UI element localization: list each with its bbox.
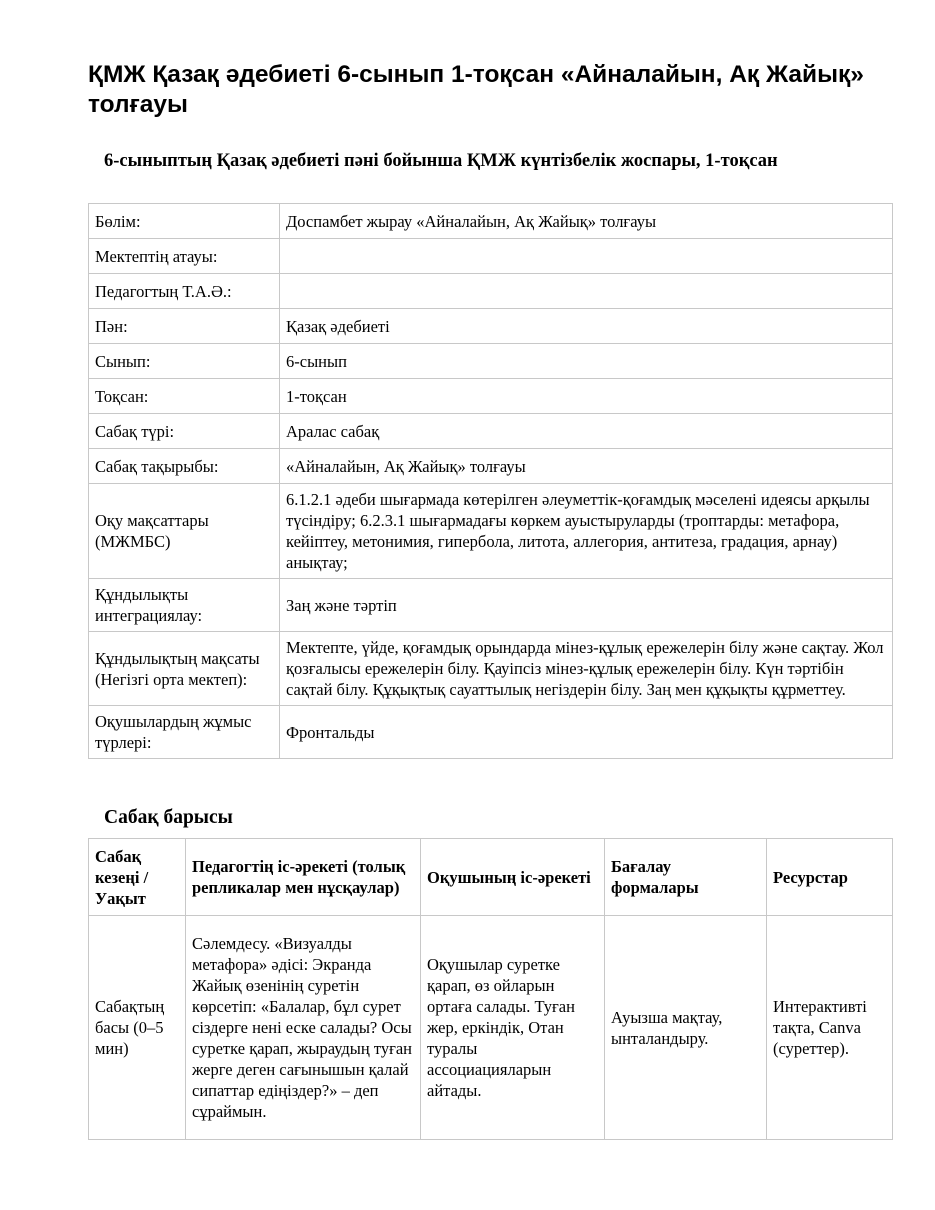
table-row: [89, 309, 893, 344]
plan-subtitle: 6-сыныптың Қазақ әдебиеті пәні бойынша ҚМЖ күнтізбелік жоспары, 1-тоқсан: [104, 151, 778, 171]
column-header-assessment: Бағалау формалары: [605, 839, 767, 916]
column-header-resources: Ресурстар: [767, 839, 893, 916]
info-label: Құндылықтың мақсаты (Негізгі орта мектеп):: [89, 632, 280, 706]
lesson-flow-table: [88, 838, 893, 1140]
table-row: [89, 579, 893, 632]
table-row: [89, 632, 893, 706]
column-header-stage: Сабақ кезеңі / Уақыт: [89, 839, 186, 916]
info-label: Сабақ тақырыбы:: [89, 449, 280, 484]
table-row: [89, 274, 893, 309]
cell-assessment: Ауызша мақтау, ынталандыру.: [605, 916, 767, 1140]
info-label: Сабақ түрі:: [89, 414, 280, 449]
info-value: [280, 274, 893, 309]
column-header-student: Оқушының іс-әрекеті: [421, 839, 605, 916]
info-label: Бөлім:: [89, 204, 280, 239]
info-label: Мектептің атауы:: [89, 239, 280, 274]
info-value: Доспамбет жырау «Айналайын, Ақ Жайық» толғауы: [280, 204, 893, 239]
table-row: [89, 414, 893, 449]
info-value: 6-сынып: [280, 344, 893, 379]
info-label: Сынып:: [89, 344, 280, 379]
info-label: Пән:: [89, 309, 280, 344]
table-row: [89, 239, 893, 274]
info-label: Оқу мақсаттары (МЖМБС): [89, 484, 280, 579]
info-value: Заң және тәртіп: [280, 579, 893, 632]
page-title: ҚМЖ Қазақ әдебиеті 6-сынып 1-тоқсан «Айналайын, Ақ Жайық» толғауы: [88, 61, 864, 118]
column-header-teacher: Педагогтің іс-әрекеті (толық репликалар мен нұсқаулар): [186, 839, 421, 916]
table-row: [89, 916, 893, 1140]
info-label: Педагогтың Т.А.Ә.:: [89, 274, 280, 309]
cell-student-activity: Оқушылар суретке қарап, өз ойларын ортаға салады. Туған жер, еркіндік, Отан туралы ассоциацияларын айтады.: [421, 916, 605, 1140]
info-label: Оқушылардың жұмыс түрлері:: [89, 706, 280, 759]
section-title: Сабақ барысы: [104, 807, 233, 828]
table-row: [89, 449, 893, 484]
info-label: Құндылықты интеграциялау:: [89, 579, 280, 632]
info-value: [280, 239, 893, 274]
info-value: Мектепте, үйде, қоғамдық орындарда мінез-құлық ережелерін білу және сақтау. Жол қозғалысы ережелерін білу. Қауіпсіз мінез-құлық ережелерін білу. Күн тәртібін сақтай білу. Құқықтық сауаттылық негіздерін білу. Заң мен құқықты құрметтеу.: [280, 632, 893, 706]
cell-stage: Сабақтың басы (0–5 мин): [89, 916, 186, 1140]
info-value: Қазақ әдебиеті: [280, 309, 893, 344]
table-row: [89, 379, 893, 414]
info-value: Аралас сабақ: [280, 414, 893, 449]
table-row: [89, 484, 893, 579]
info-value: Фронтальды: [280, 706, 893, 759]
table-row: [89, 706, 893, 759]
lesson-info-table: [88, 203, 893, 759]
cell-teacher-activity: Сәлемдесу. «Визуалды метафора» әдісі: Экранда Жайық өзенінің суретін көрсетіп: «Балалар, бұл сурет сіздерге нені еске салады? Осы суретке қарап, жыраудың туған жерге деген сағынышын қалай сипаттар едіңіздер?» – деп сұраймын.: [186, 916, 421, 1140]
table-header-row: [89, 839, 893, 916]
info-label: Тоқсан:: [89, 379, 280, 414]
info-value: «Айналайын, Ақ Жайық» толғауы: [280, 449, 893, 484]
info-value: 1-тоқсан: [280, 379, 893, 414]
cell-resources: Интерактивті тақта, Canva (суреттер).: [767, 916, 893, 1140]
table-row: [89, 204, 893, 239]
table-row: [89, 344, 893, 379]
info-value: 6.1.2.1 әдеби шығармада көтерілген әлеуметтік-қоғамдық мәселені идеясы арқылы түсіндіру; 6.2.3.1 шығармадағы көркем ауыстыруларды (троптарды: метафора, кейіптеу, метонимия, гипербола, литота, аллегория, антитеза, градация, арнау) анықтау;: [280, 484, 893, 579]
